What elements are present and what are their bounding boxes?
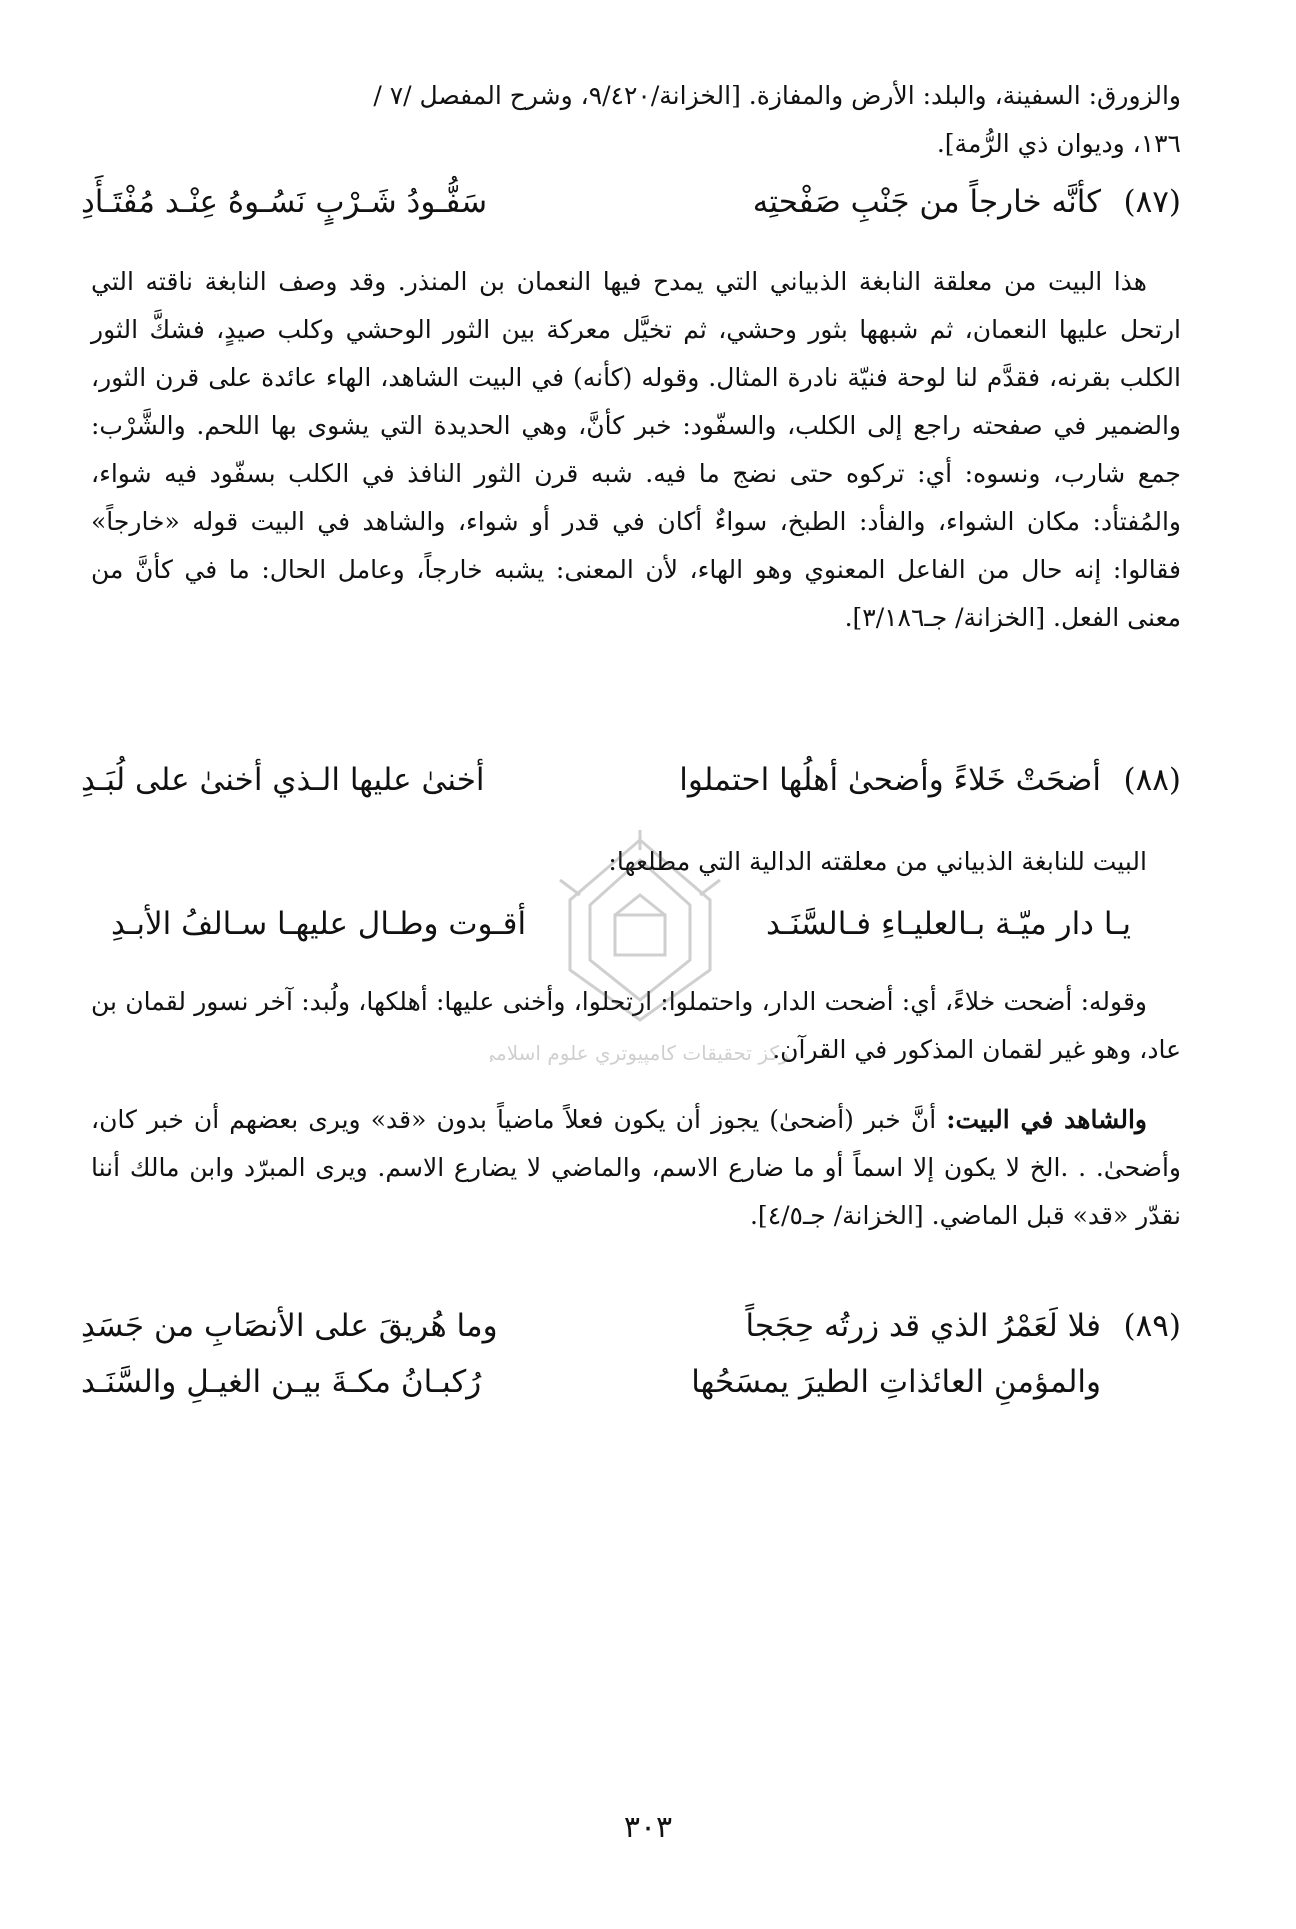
verse-number: (٨٧) xyxy=(1123,184,1181,220)
intro-line-2: ١٣٦، وديوان ذي الرُّمة]. xyxy=(936,129,1181,158)
verse-second-half: أخنىٰ عليها الـذي أخنىٰ على لُبَـدِ xyxy=(81,762,485,798)
commentary-88-meaning: وقوله: أضحت خلاءً، أي: أضحت الدار، واحتملوا: ارتحلوا، وأخنى عليها: أهلكها، ولُبد: آخر نسور لقمان بن عاد، وهو غير لقمان المذكور في القرآن. xyxy=(91,987,1181,1064)
commentary-88-intro: البيت للنابغة الذبياني من معلقته الدالية التي مطلعها: xyxy=(608,847,1147,876)
verse-89-line-1 xyxy=(81,1308,1181,1368)
intro-paragraph xyxy=(91,72,1181,168)
verse-second-half: رُكبـانُ مكـةَ بيـن الغيـلِ والسَّنَـد xyxy=(81,1364,482,1400)
verse-second-half: سَفُّـودُ شَـرْبٍ نَسُـوهُ عِنْـد مُفْتَـأَدِ xyxy=(81,184,488,220)
commentary-87: هذا البيت من معلقة النابغة الذبياني التي يمدح فيها النعمان بن المنذر. وقد وصف النابغة ناقته التي ارتحل عليها النعمان، ثم شبهها بثور وحشي، ثم تخيَّل معركة بين الثور الوحشي وكلب صيدٍ، فشكَّ الثور الكلب بقرنه، فقدَّم لنا لوحة فنيّة نادرة المثال. وقوله (كأنه) في البيت الشاهد، الهاء عائدة على قرن الثور، والضمير في صفحته راجع إلى الكلب، والسفّود: خبر كأنَّ، وهي الحديدة التي يشوى بها اللحم. والشَّرْب: جمع شارب، ونسوه: أي: تركوه حتى نضج ما فيه. شبه قرن الثور النافذ في الكلب بسفّود فيه شواء، والمُفتأد: مكان الشواء، والفأد: الطبخ، سواءٌ أكان في قدر أو شواء، والشاهد في البيت قوله «خارجاً» فقالوا: إنه حال من الفاعل المعنوي وهو الهاء، لأن المعنى: يشبه خارجاً، وعامل الحال: ما في كأنَّ من معنى الفعل. [الخزانة/ جـ٣/١٨٦]. xyxy=(91,267,1181,632)
verse-number: (٨٩) xyxy=(1123,1308,1181,1344)
verse-88 xyxy=(81,762,1181,822)
verse-first-half: والمؤمنِ العائذاتِ الطيرَ يمسَحُها xyxy=(691,1364,1101,1400)
seal-icon xyxy=(490,820,790,1080)
institute-seal-watermark xyxy=(490,820,790,1080)
verse-second-half: أقـوت وطـال عليهـا سـالفُ الأبـدِ xyxy=(111,906,527,942)
verse-first-half: يـا دار ميّـة بـالعليـاءِ فـالسَّنَـد xyxy=(765,906,1131,942)
verse-number: (٨٨) xyxy=(1123,762,1181,798)
shahid-text: أنَّ خبر (أضحىٰ) يجوز أن يكون فعلاً ماضياً بدون «قد» ويرى بعضهم أن خبر كان، وأضحىٰ. . .الخ لا يكون إلا اسماً أو ما ضارع الاسم، والماضي لا يضارع الاسم. ويرى المبرّد وابن مالك أننا نقدّر «قد» قبل الماضي. [الخزانة/ جـ٤/٥]. xyxy=(91,1105,1181,1230)
commentary-88-shahid xyxy=(91,1096,1181,1240)
verse-first-half: أضحَتْ خَلاءً وأضحىٰ أهلُها احتملوا xyxy=(679,762,1101,798)
verse-87 xyxy=(81,184,1181,244)
verse-89-line-2 xyxy=(81,1364,1181,1424)
page-number: ٣٠٣ xyxy=(623,1810,673,1845)
watermark-caption: مركز تحقيقات كامپيوتري علوم اسلامي xyxy=(490,1041,790,1065)
verse-first-half: كأنَّه خارجاً من جَنْبِ صَفْحتِه xyxy=(752,184,1101,220)
shahid-label: والشاهد في البيت: xyxy=(946,1105,1148,1134)
verse-second-half: وما هُريقَ على الأنصَابِ من جَسَدِ xyxy=(81,1308,498,1344)
intro-line-1: والزورق: السفينة، والبلد: الأرض والمفازة. [الخزانة/٩/٤٢٠، وشرح المفصل /٧ / xyxy=(373,81,1181,110)
verse-first-half: فلا لَعَمْرُ الذي قد زرتُه حِجَجاً xyxy=(745,1308,1101,1344)
